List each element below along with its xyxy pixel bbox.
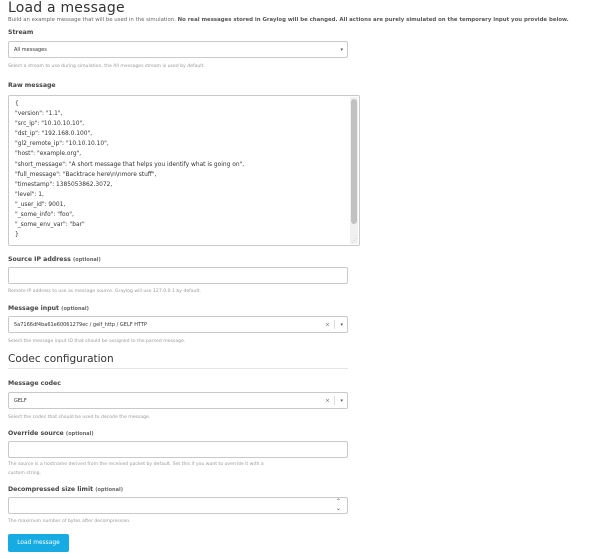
override-source-input[interactable] (8, 441, 348, 458)
stream-label: Stream (8, 29, 34, 36)
optional-tag: (optional) (65, 431, 94, 437)
message-input-label (8, 305, 89, 312)
chevron-down-icon[interactable]: ▾ (340, 397, 343, 404)
section-divider (8, 368, 348, 369)
raw-message-content: { "version": "1.1", "src_ip": "10.10.10.10", "dst_ip": "192.168.0.100", "gl2_remote_ip": "10.10.10.10", "host": "example.org", "short_message": "A short message that helps you identify what is going on", "full_message": "Backtrace here\n\nmore stuff", "timestamp": 1385053862.3072, "level": 1, "_user_id": 9001, "_some_info": "foo", "_some_env_var": "bar" } (15, 101, 245, 239)
override-source-label-text: Override source (8, 430, 64, 437)
stream-select[interactable] (8, 41, 348, 58)
intro-warning: No real messages stored in Graylog will be changed. All actions are purely simulated on the temporary input you provide below. (177, 17, 569, 23)
resize-handle-icon[interactable]: ⋰ (352, 238, 357, 244)
decompressed-size-input[interactable] (8, 497, 348, 514)
override-source-help-line2: custom string. (8, 471, 42, 476)
load-message-button[interactable]: Load message (8, 534, 69, 552)
raw-message-textarea[interactable] (8, 95, 360, 246)
message-input-select[interactable] (8, 316, 348, 333)
raw-message-label: Raw message (8, 82, 56, 89)
intro-text: Build an example message that will be used in the simulation. (8, 17, 176, 23)
select-divider (334, 396, 335, 405)
stream-help: Select a stream to use during simulation, the All messages stream is used by default. (8, 64, 205, 69)
chevron-down-icon[interactable]: ▾ (340, 321, 343, 328)
message-codec-label: Message codec (8, 380, 61, 387)
chevron-down-icon: ▾ (340, 46, 343, 53)
optional-tag: (optional) (61, 306, 89, 312)
decrement-icon[interactable]: ⌄ (335, 505, 341, 512)
message-input-help: Select the message input ID that should be assigned to the parsed message. (8, 339, 186, 344)
source-ip-label-text: Source IP address (8, 256, 71, 263)
codec-section-title: Codec configuration (8, 353, 114, 365)
message-codec-help: Select the codec that should be used to decode the message. (8, 415, 151, 420)
select-divider (334, 320, 335, 329)
override-source-label (8, 430, 94, 437)
page-title: Load a message (8, 0, 125, 16)
optional-tag: (optional) (95, 487, 123, 493)
message-input-select-value: 5a7166df4ba61e60061279ec / gelf_http / GELF HTTP (14, 321, 148, 328)
clear-icon[interactable]: × (324, 321, 330, 328)
optional-tag: (optional) (72, 257, 101, 263)
clear-icon[interactable]: × (324, 397, 330, 404)
scrollbar-thumb[interactable] (351, 99, 357, 224)
override-source-help-line1: The source is a hostname derived from the received packet by default. Set this if you want to override it with a (8, 462, 264, 467)
source-ip-label (8, 256, 101, 263)
message-codec-select-value: GELF (14, 397, 27, 404)
message-input-label-text: Message input (8, 305, 59, 312)
decompressed-size-label-text: Decompressed size limit (8, 486, 94, 493)
decompressed-size-help: The maximum number of bytes after decompression. (8, 519, 131, 524)
message-codec-select[interactable] (8, 392, 348, 409)
source-ip-help: Remote IP address to use as message source. Graylog will use 127.0.0.1 by default. (8, 289, 202, 294)
increment-icon[interactable]: ⌃ (335, 498, 341, 505)
decompressed-size-label (8, 486, 123, 493)
source-ip-input[interactable] (8, 267, 348, 284)
page-intro (8, 17, 569, 23)
stream-select-value: All messages (14, 46, 47, 53)
